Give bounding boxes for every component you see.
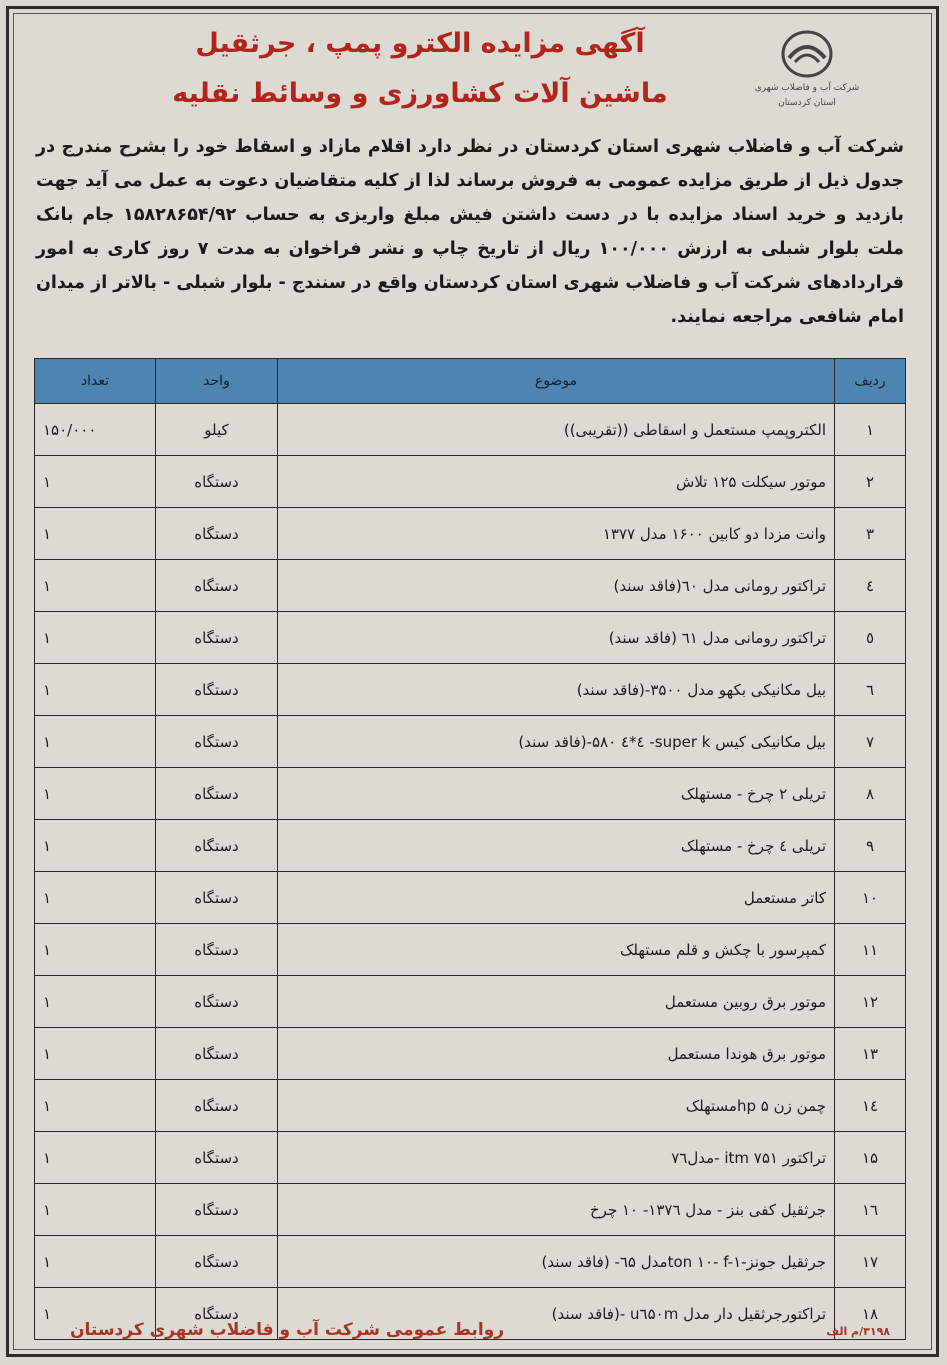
row-subject: تراکتور رومانی مدل ٦١ (فاقد سند) [278,612,835,664]
intro-paragraph: شرکت آب و فاضلاب شهری استان کردستان در نظر دارد اقلام مازاد و اسقاط خود را بشرح مندرج در جدول ذیل از طریق مزایده عمومی به فروش برساند لذا از کلیه متقاضیان دعوت به عمل می آید جهت بازدید و خرید اسناد مزایده با در دست داشتن فیش مبلغ واریزی به حساب ۱۵۸۲۸۶۵۴/۹۲ جام بانک ملت بلوار شبلی به ارزش ۱۰۰/۰۰۰ ریال از تاریخ چاپ و نشر فراخوان به مدت ۷ روز کاری به امور قراردادهای شرکت آب و فاضلاب شهری استان کردستان واقع در سنندج - بلوار شبلی - بالاتر از میدان امام شافعی مراجعه نمایند. [36,137,904,327]
row-number: ۹ [835,820,906,872]
row-subject: جرثقیل کفی بنز - مدل ۱۳۷٦- ۱۰ چرخ [278,1184,835,1236]
row-unit: دستگاه [156,664,278,716]
table-row [35,1236,906,1288]
row-unit: دستگاه [156,924,278,976]
table-row [35,1132,906,1184]
row-qty: ۱ [35,924,156,976]
row-number: ۱۵ [835,1132,906,1184]
ad-code: ۳۱۹۸/م الف [826,1325,890,1338]
row-qty: ۱ [35,508,156,560]
row-number: ۱۲ [835,976,906,1028]
row-qty: ۱ [35,1236,156,1288]
row-subject: موتور برق روبین مستعمل [278,976,835,1028]
row-number: ٦ [835,664,906,716]
table-row [35,664,906,716]
row-unit: دستگاه [156,1080,278,1132]
row-number: ۱۷ [835,1236,906,1288]
row-number: ۱۸ [835,1288,906,1340]
row-number: ۲ [835,456,906,508]
row-qty: ۱ [35,1132,156,1184]
table-row [35,716,906,768]
row-unit: دستگاه [156,1288,278,1340]
row-qty: ۱ [35,1080,156,1132]
row-number: ۱٦ [835,1184,906,1236]
row-subject: کاتر مستعمل [278,872,835,924]
row-qty: ۱ [35,560,156,612]
table-row [35,1184,906,1236]
table-row [35,768,906,820]
row-subject: تراکتور itm ۷۵۱ -مدل۷٦ [278,1132,835,1184]
row-unit: دستگاه [156,716,278,768]
row-unit: دستگاه [156,560,278,612]
row-qty: ۱ [35,456,156,508]
row-subject: تراکتورجرثقیل دار مدل u٦۵۰m -(فاقد سند) [278,1288,835,1340]
footer-signature: روابط عمومی شرکت آب و فاضلاب شهری کردستان [70,1320,505,1340]
row-subject: جرثقیل جونز-ton ۱۰- f-۱مدل ٦۵- (فاقد سند) [278,1236,835,1288]
table-row [35,820,906,872]
row-subject: وانت مزدا دو کابین ۱۶۰۰ مدل ۱۳۷۷ [278,508,835,560]
row-number: ٤ [835,560,906,612]
row-unit: دستگاه [156,456,278,508]
row-subject: الکتروپمپ مستعمل و اسقاطی ((تقریبی)) [278,404,835,456]
row-subject: بیل مکانیکی کیس super k- ٤*٤ ۵۸۰-(فاقد سند) [278,716,835,768]
items-table [34,358,906,1340]
row-number: ۱۱ [835,924,906,976]
row-qty: ۱ [35,1288,156,1340]
row-qty: ۱ [35,768,156,820]
row-qty: ۱ [35,1028,156,1080]
row-subject: کمپرسور با چکش و قلم مستهلک [278,924,835,976]
table-row [35,404,906,456]
row-unit: دستگاه [156,508,278,560]
company-logo [752,28,862,118]
row-number: ۷ [835,716,906,768]
row-qty: ۱ [35,716,156,768]
header-subject: موضوع [278,359,835,404]
row-number: ۸ [835,768,906,820]
header-unit: واحد [156,359,278,404]
logo-province: استان کردستان [778,98,836,108]
table-row [35,456,906,508]
row-qty: ۱ [35,1184,156,1236]
row-qty: ۱ [35,976,156,1028]
table-row [35,1028,906,1080]
row-number: ۱۰ [835,872,906,924]
row-subject: تریلی ٤ چرخ - مستهلک [278,820,835,872]
row-subject: موتور برق هوندا مستعمل [278,1028,835,1080]
row-unit: دستگاه [156,1028,278,1080]
table-row [35,976,906,1028]
row-number: ۱۳ [835,1028,906,1080]
row-unit: دستگاه [156,612,278,664]
table-row [35,560,906,612]
row-unit: دستگاه [156,1236,278,1288]
row-unit: دستگاه [156,872,278,924]
row-qty: ۱ [35,664,156,716]
header-qty: تعداد [35,359,156,404]
row-subject: تراکتور رومانی مدل ٦٠(فاقد سند) [278,560,835,612]
row-number: ۳ [835,508,906,560]
row-qty: ۱۵۰/۰۰۰ [35,404,156,456]
row-qty: ۱ [35,872,156,924]
row-subject: تریلی ۲ چرخ - مستهلک [278,768,835,820]
row-qty: ۱ [35,612,156,664]
row-subject: موتور سیکلت ۱۲۵ تلاش [278,456,835,508]
row-number: ٥ [835,612,906,664]
row-unit: دستگاه [156,820,278,872]
table-row [35,508,906,560]
row-subject: بیل مکانیکی بکهو مدل ۳۵۰۰-(فاقد سند) [278,664,835,716]
row-number: ۱٤ [835,1080,906,1132]
row-number: ۱ [835,404,906,456]
table-row [35,1080,906,1132]
title-line-1: آگهی مزایده الکترو پمپ ، جرثقیل [195,28,645,59]
row-unit: کیلو [156,404,278,456]
row-subject: چمن زن hp ۵مستهلک [278,1080,835,1132]
row-qty: ۱ [35,820,156,872]
row-unit: دستگاه [156,976,278,1028]
table-header-row [35,359,906,404]
water-drop-logo-icon [777,28,837,80]
row-unit: دستگاه [156,768,278,820]
table-row [35,924,906,976]
row-unit: دستگاه [156,1184,278,1236]
title-line-2: ماشین آلات کشاورزی و وسائط نقلیه [172,78,668,109]
table-row [35,612,906,664]
table-row [35,872,906,924]
header-row-number: ردیف [835,359,906,404]
row-unit: دستگاه [156,1132,278,1184]
logo-org-name: شرکت آب و فاضلاب شهری [754,83,860,93]
